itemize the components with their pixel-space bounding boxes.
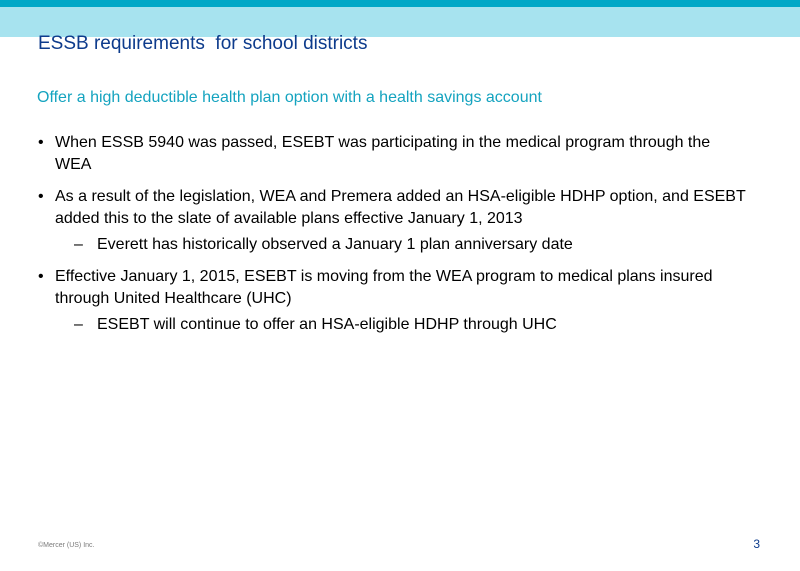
header-band-dark bbox=[0, 0, 800, 7]
sub-bullet-item bbox=[55, 234, 748, 256]
bullet-item bbox=[38, 266, 748, 336]
bullet-dot-icon: • bbox=[38, 268, 44, 285]
bullet-item bbox=[38, 186, 748, 256]
dash-icon: – bbox=[74, 236, 83, 253]
dash-icon: – bbox=[74, 316, 83, 333]
bullet-list bbox=[38, 132, 748, 346]
slide-title: ESSB requirements for school districts bbox=[38, 33, 368, 54]
bullet-text: Effective January 1, 2015, ESEBT is moving from the WEA program to medical plans insured through United Healthcare (UHC) bbox=[55, 268, 713, 307]
bullet-dot-icon: • bbox=[38, 188, 44, 205]
page-number: 3 bbox=[753, 537, 760, 551]
sub-bullet-item bbox=[55, 314, 748, 336]
bullet-text: When ESSB 5940 was passed, ESEBT was participating in the medical program through the WEA bbox=[55, 134, 711, 173]
bullet-item bbox=[38, 132, 748, 176]
slide-subtitle: Offer a high deductible health plan option with a health savings account bbox=[37, 89, 542, 106]
bullet-dot-icon: • bbox=[38, 134, 44, 151]
sub-bullet-text: Everett has historically observed a January 1 plan anniversary date bbox=[97, 236, 573, 253]
footer-copyright: ©Mercer (US) Inc. bbox=[38, 542, 95, 549]
sub-bullet-text: ESEBT will continue to offer an HSA-eligible HDHP through UHC bbox=[97, 316, 557, 333]
bullet-text: As a result of the legislation, WEA and Premera added an HSA-eligible HDHP option, and ESEBT added this to the slate of available plans effective January 1, 2013 bbox=[55, 188, 746, 227]
